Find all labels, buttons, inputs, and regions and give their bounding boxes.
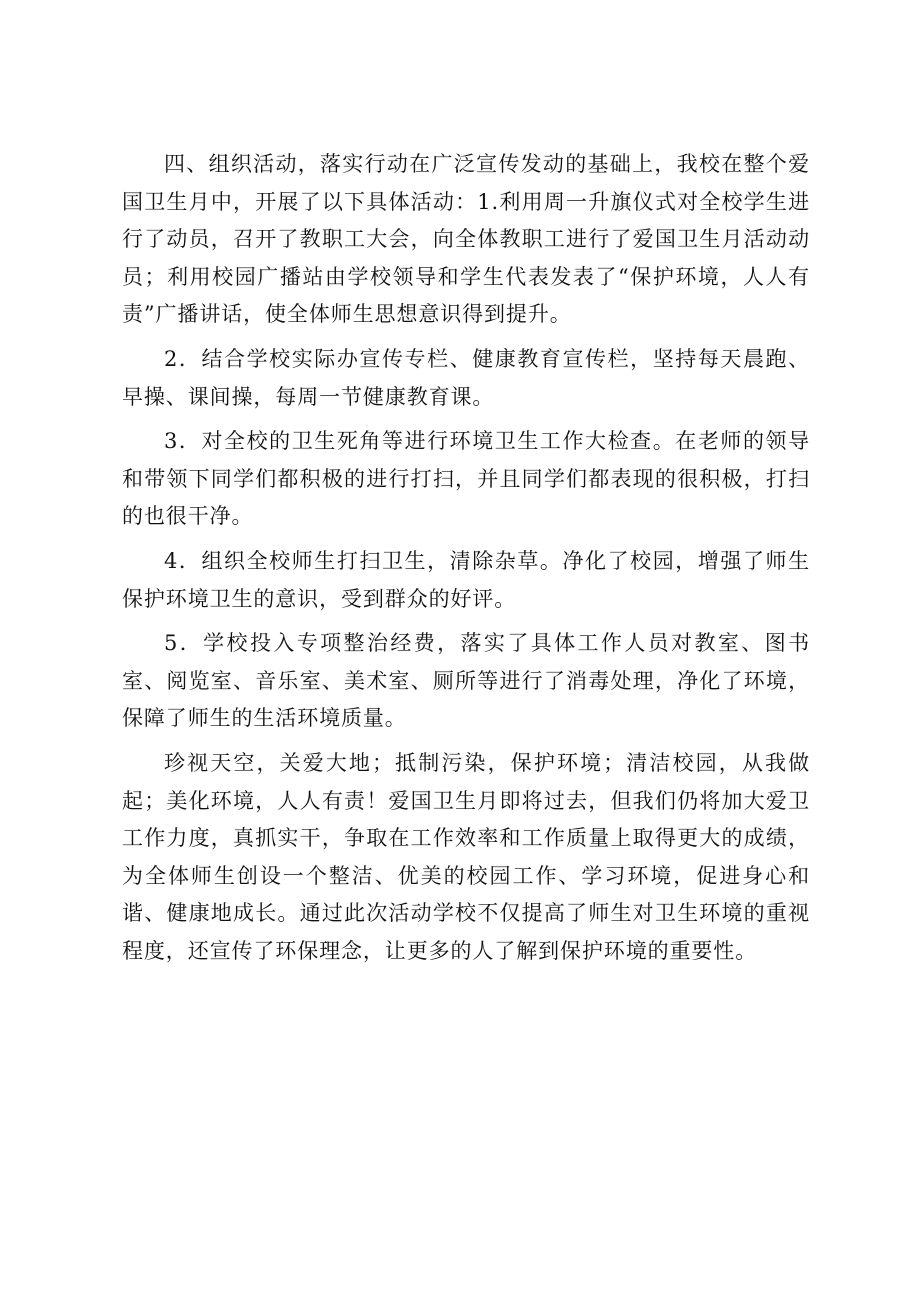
paragraph-activities-intro: 四、组织活动，落实行动在广泛宣传发动的基础上，我校在整个爱国卫生月中，开展了以下具体活动：1.利用周一升旗仪式对全校学生进行了动员，召开了教职工大会，向全体教职工进行了爱国卫生月活动动员；利用校园广播站由学校领导和学生代表发表了“保护环境，人人有责”广播讲话，使全体师生思想意识得到提升。	[122, 152, 810, 327]
paragraph-conclusion: 珍视天空，关爱大地；抵制污染，保护环境；清洁校园，从我做起；美化环境，人人有责！爱国卫生月即将过去，但我们仍将加大爱卫工作力度，真抓实干，争取在工作效率和工作质量上取得更大的成绩，为全体师生创设一个整洁、优美的校园工作、学习环境，促进身心和谐、健康地成长。通过此次活动学校不仅提高了师生对卫生环境的重视程度，还宣传了环保理念，让更多的人了解到保护环境的重要性。	[122, 750, 810, 963]
paragraph-item-3: 3．对全校的卫生死角等进行环境卫生工作大检查。在老师的领导和带领下同学们都积极的进行打扫，并且同学们都表现的很积极，打扫的也很干净。	[122, 429, 810, 529]
document-body	[122, 146, 810, 977]
paragraph-item-4: 4．组织全校师生打扫卫生，清除杂草。净化了校园，增强了师生保护环境卫生的意识，受到群众的好评。	[122, 548, 810, 611]
paragraph-item-2: 2．结合学校实际办宣传专栏、健康教育宣传栏，坚持每天晨跑、早操、课间操，每周一节健康教育课。	[122, 346, 810, 409]
paragraph-item-5: 5．学校投入专项整治经费，落实了具体工作人员对教室、图书室、阅览室、音乐室、美术室、厕所等进行了消毒处理，净化了环境，保障了师生的生活环境质量。	[122, 631, 810, 731]
